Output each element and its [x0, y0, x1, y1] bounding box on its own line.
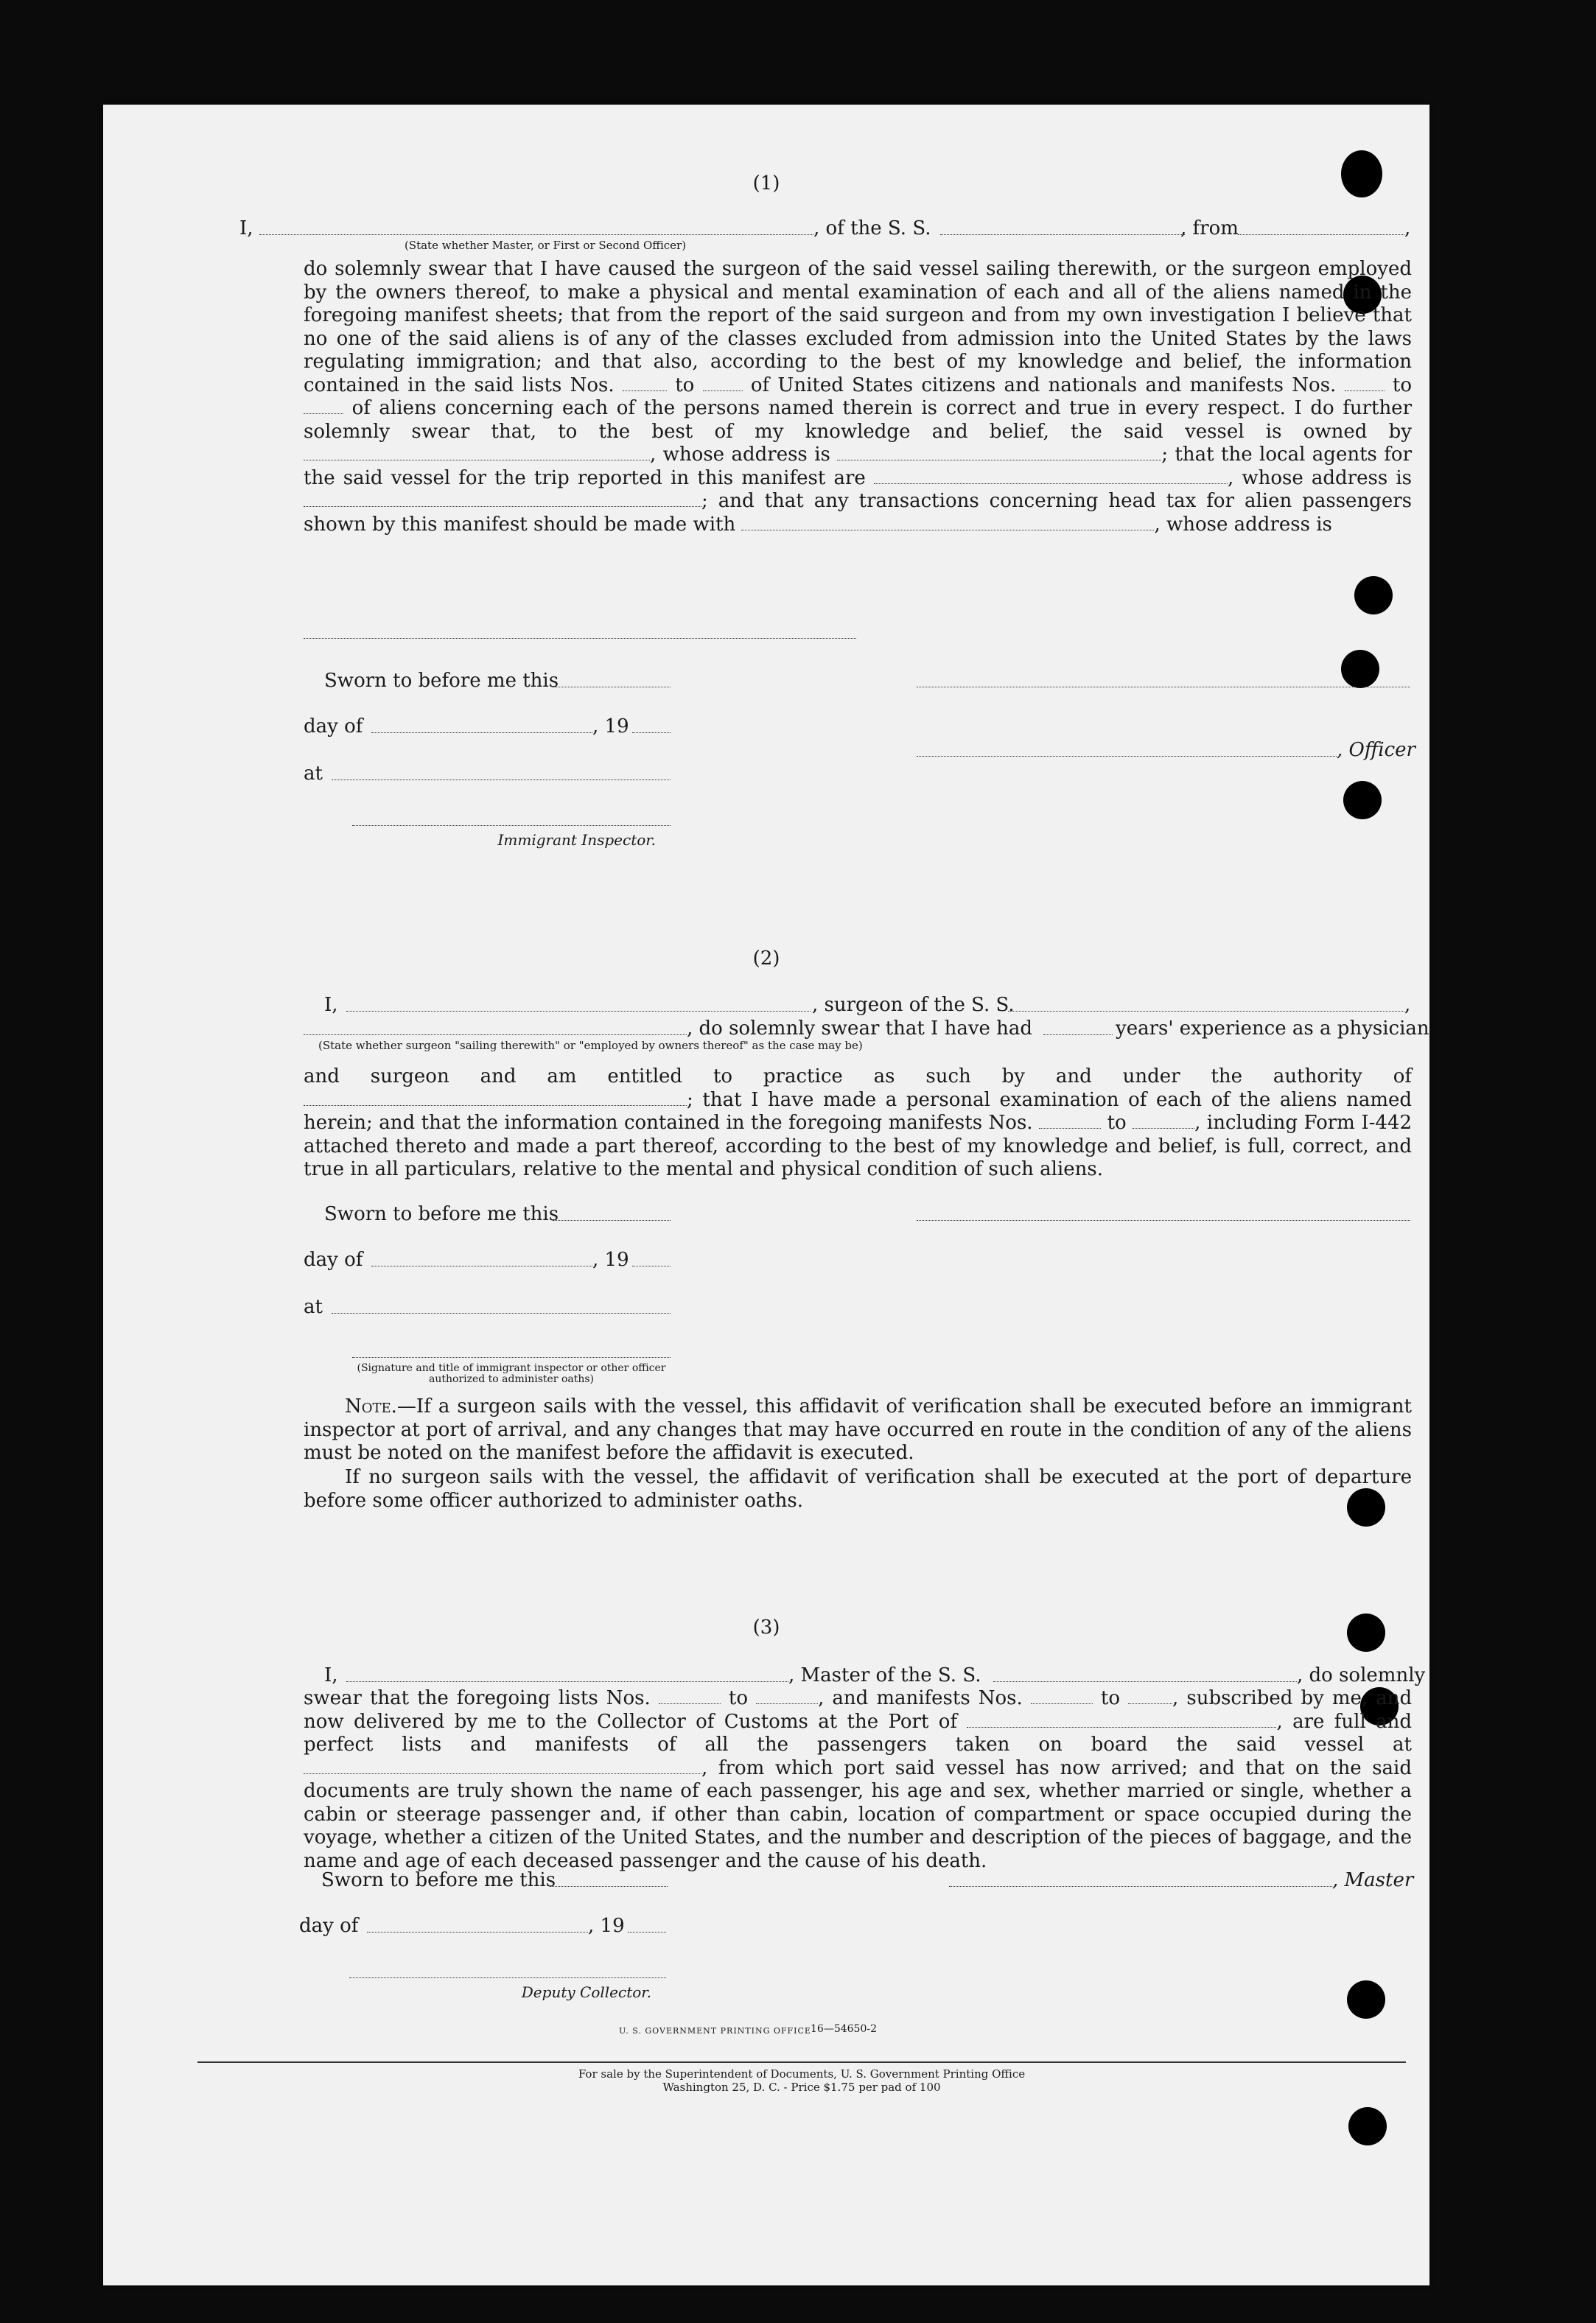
year-field[interactable]	[628, 1932, 666, 1933]
lists-from-field[interactable]	[623, 377, 667, 391]
comma: ,	[1404, 217, 1411, 239]
agents-address-field[interactable]	[304, 493, 701, 507]
note-label: Note.	[345, 1395, 397, 1418]
whose-address-label: , whose address is	[650, 444, 830, 466]
punch-hole	[1343, 781, 1382, 819]
note-paragraph	[304, 1395, 1412, 1465]
printing-office: U. S. GOVERNMENT PRINTING OFFICE	[619, 2026, 811, 2036]
do-solemnly-label: , do solemnly	[1297, 1664, 1426, 1686]
section-1-body: do solemnly swear that I have caused the surgeon of the said vessel sailing therewith, or the surgeon employed by the owners thereof, to make a physical and mental examination of each and all of the aliens named in the foregoing manifest sheets; that from the report of the said surgeon and from my own investigation I believe that no one of the said aliens is of any of the classes excluded from admission into the United States by the laws regulating immigration; and that also, according to the best of my knowledge and belief, the information contained in the said lists Nos. to of United States citizens and nationals and manifests Nos. to of aliens concerning each of the persons named therein is correct and true in every respect. I do further solemnly swear that, to the best of my knowledge and belief, the said vessel is owned by , whose address is ; that the local agents for the said vessel for the trip reported in this manifest are , whose address is ; and that any transactions concerning head tax for alien passengers shown by this manifest should be made with , whose address is	[304, 258, 1412, 536]
at-label: at	[304, 763, 323, 785]
sworn-label: Sworn to before me this	[324, 670, 559, 692]
officer-name-field[interactable]	[259, 234, 813, 235]
body-text: that I have made a personal examination of each of the aliens named herein; and that the information contained in the foregoing manifests Nos.	[304, 1088, 1413, 1134]
to-label: to	[1392, 374, 1412, 396]
whose-address-label: , whose address is	[1154, 513, 1332, 536]
sworn-day-field[interactable]	[553, 1220, 671, 1221]
lists-from-field[interactable]	[659, 1690, 721, 1704]
body-text: , subscribed by me, and now delivered by me to the Collector of Customs at the Port of	[304, 1687, 1413, 1733]
surgeon-hint: (State whether surgeon "sailing therewith" or "employed by owners thereof" as the case may be)	[318, 1039, 863, 1052]
punch-hole	[1348, 2107, 1387, 2145]
whose-address-label: whose address is	[1242, 466, 1412, 489]
authority-field[interactable]	[304, 1092, 687, 1106]
manifests-to-field[interactable]	[304, 400, 343, 414]
lists-to-field[interactable]	[703, 377, 743, 391]
manifests-from-field[interactable]	[1031, 1690, 1093, 1704]
head-tax-field[interactable]	[741, 516, 1154, 530]
surgeon-vessel-field[interactable]	[1008, 1011, 1404, 1012]
officer-title-line[interactable]	[917, 756, 1337, 757]
inspector-signature-line[interactable]	[352, 1357, 671, 1358]
manifests-from-field[interactable]	[1345, 377, 1385, 391]
agents-field[interactable]	[874, 470, 1228, 484]
to-label: to	[675, 374, 695, 396]
head-tax-address-field[interactable]	[304, 638, 856, 639]
inspector-label: Immigrant Inspector.	[497, 831, 656, 849]
vessel-name-field[interactable]	[940, 234, 1185, 235]
owner-field[interactable]	[304, 446, 650, 460]
master-signature-line[interactable]	[949, 1886, 1332, 1887]
semicolon: ;	[687, 1088, 693, 1111]
comma: ,	[1404, 994, 1411, 1016]
inspector-signature-line[interactable]	[352, 825, 671, 826]
month-field[interactable]	[367, 1932, 588, 1933]
manifests-to-field[interactable]	[1133, 1115, 1194, 1129]
body-text: that the local agents for the said vessel for the trip reported in this manifest are	[304, 444, 1412, 489]
place-field[interactable]	[332, 1313, 671, 1314]
to-label: to	[1107, 1112, 1127, 1134]
section-2-number: (2)	[752, 947, 780, 970]
solemnly-label: , do solemnly swear that I have had	[687, 1017, 1033, 1040]
years-field[interactable]	[1043, 1034, 1113, 1035]
semicolon: ;	[1161, 444, 1169, 466]
month-field[interactable]	[371, 732, 592, 733]
form-code: 16—54650-2	[811, 2023, 877, 2035]
from-port-field[interactable]	[1238, 234, 1404, 235]
note-paragraph-2	[304, 1466, 1412, 1513]
to-label: to	[1100, 1687, 1120, 1709]
master-vessel-field[interactable]	[993, 1681, 1297, 1682]
owner-address-field[interactable]	[837, 446, 1161, 460]
punch-hole	[1341, 650, 1379, 688]
body-text: , and manifests Nos.	[818, 1687, 1023, 1709]
body-text: of aliens concerning each of the persons named therein is correct and true in every respect. I do further solemnly swear that, to the best of my knowledge and belief, the said vessel is owned by	[304, 397, 1412, 443]
sale-line-2: Washington 25, D. C. - Price $1.75 per pad of 100	[662, 2081, 941, 2094]
day-of-label: day of	[299, 1915, 359, 1937]
sworn-label: Sworn to before me this	[321, 1869, 556, 1891]
place-field[interactable]	[332, 779, 671, 780]
years-label: years' experience as a physician	[1116, 1017, 1429, 1040]
body-text: , including Form I-442 attached thereto and made a part thereof, according to the best of my knowledge and belief, is full, correct, and true in all particulars, relative to the mental and physical condition of such aliens.	[304, 1112, 1412, 1180]
document-page	[103, 105, 1429, 2285]
year-label: , 19	[592, 1249, 629, 1271]
deputy-signature-line[interactable]	[349, 1977, 666, 1978]
body-text: of United States citizens and nationals and manifests Nos.	[750, 374, 1337, 396]
manifests-from-field[interactable]	[1039, 1115, 1101, 1129]
day-of-label: day of	[304, 1249, 363, 1271]
section-1-number: (1)	[752, 172, 780, 195]
body-text: and surgeon and am entitled to practice as such by and under the authority of	[304, 1065, 1412, 1087]
section-3-number: (3)	[752, 1616, 780, 1639]
section-1-i: I,	[239, 217, 253, 239]
section-2-i: I,	[324, 994, 338, 1016]
master-name-field[interactable]	[346, 1681, 788, 1682]
surgeon-signature-line[interactable]	[917, 1220, 1410, 1221]
embark-port-field[interactable]	[304, 1760, 701, 1774]
at-label: at	[304, 1296, 323, 1318]
year-field[interactable]	[632, 732, 671, 733]
year-label: , 19	[588, 1915, 625, 1937]
surgeon-name-field[interactable]	[346, 1011, 811, 1012]
surgeon-status-field[interactable]	[304, 1034, 687, 1035]
body-text: do solemnly swear that I have caused the surgeon of the said vessel sailing therewith, or the surgeon employed by the owners thereof, to make a physical and mental examination of each and all of the aliens named in the foregoing manifest sheets; that from the report of the said surgeon and from my own investigation I believe that no one of the said aliens is of any of the classes excluded from admission into the United States by the laws regulating immigration; and that also, according to the best of my knowledge and belief, the information contained in the said lists Nos.	[304, 258, 1412, 396]
note-text: If no surgeon sails with the vessel, the affidavit of verification shall be executed at the port of departure before some officer authorized to administer oaths.	[304, 1466, 1412, 1512]
body-text: swear that the foregoing lists Nos.	[304, 1687, 651, 1709]
section-3-body	[304, 1687, 1412, 1873]
of-ss-label: , of the S. S.	[813, 217, 931, 239]
sworn-day-field[interactable]	[550, 1886, 668, 1887]
sworn-label: Sworn to before me this	[324, 1203, 559, 1225]
day-of-label: day of	[304, 715, 363, 737]
from-label: , from	[1180, 217, 1239, 239]
body-text: , are full and perfect lists and manifests of all the passengers taken on board the said vessel at	[304, 1710, 1413, 1756]
to-label: to	[728, 1687, 748, 1709]
footer-rule	[197, 2061, 1406, 2063]
section-2-body	[304, 1065, 1412, 1182]
body-text: port said vessel has now arrived; and that on the said documents are truly shown the name of each passenger, his age and sex, whether married or single, whether a cabin or steerage passenger and, if other than cabin, location of compartment or space occupied during the voyage, whether a citizen of the United States, and the number and description of the pieces of baggage, and the name and age of each deceased passenger and the cause of his death.	[304, 1756, 1413, 1872]
lists-to-field[interactable]	[756, 1690, 818, 1704]
manifests-to-field[interactable]	[1128, 1690, 1172, 1704]
year-label: , 19	[592, 715, 629, 737]
surgeon-of-label: , surgeon of the S. S.	[812, 994, 1015, 1016]
deputy-label: Deputy Collector.	[521, 1983, 651, 2001]
officer-hint: (State whether Master, or First or Second Officer)	[404, 239, 687, 252]
signature-hint: (Signature and title of immigrant inspector or other officer authorized to administer oaths)	[357, 1362, 666, 1385]
master-of-label: , Master of the S. S.	[788, 1664, 981, 1686]
sale-line-1: For sale by the Superintendent of Documents, U. S. Government Printing Office	[578, 2067, 1026, 2081]
officer-label: , Officer	[1337, 739, 1415, 761]
section-3-i: I,	[324, 1664, 338, 1686]
body-text: ; and that any transactions concerning head tax for alien passengers shown by this manifest should be made with	[304, 490, 1412, 536]
punch-hole	[1354, 576, 1393, 614]
master-label: , Master	[1332, 1869, 1414, 1891]
body-text: , from which	[701, 1756, 833, 1779]
port-field[interactable]	[967, 1714, 1276, 1728]
note-text: —If a surgeon sails with the vessel, this affidavit of verification shall be executed before an immigrant inspector at port of arrival, and any changes that may have occurred en route in the condition of any of the aliens must be noted on the manifest before the affidavit is executed.	[304, 1395, 1412, 1464]
punch-hole	[1347, 1980, 1385, 2019]
